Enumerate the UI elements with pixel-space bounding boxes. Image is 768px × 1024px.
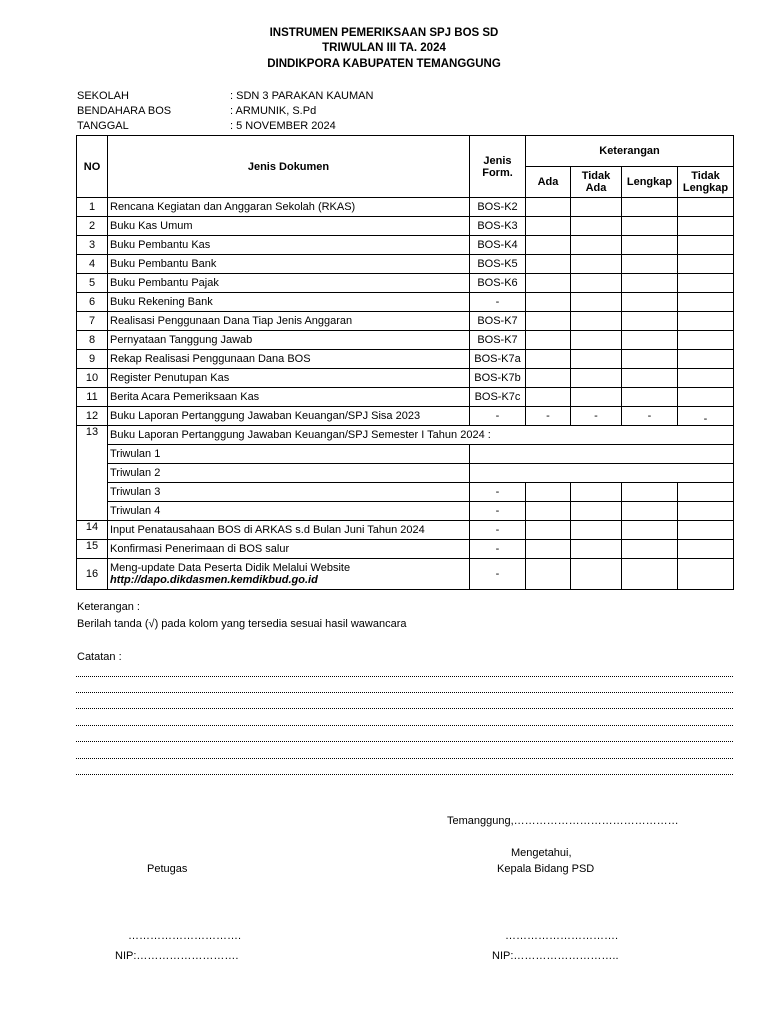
check-tidak-lengkap[interactable] xyxy=(678,350,734,369)
sub-document: Triwulan 3 xyxy=(108,483,470,502)
check-lengkap[interactable] xyxy=(622,312,678,331)
table-row-sub xyxy=(77,483,734,502)
check-lengkap[interactable] xyxy=(622,293,678,312)
document-title-line-3: DINDIKPORA KABUPATEN TEMANGGUNG xyxy=(267,58,501,70)
tanggal-value: : 5 NOVEMBER 2024 xyxy=(230,120,336,132)
checklist-table xyxy=(76,135,734,590)
right-signature-name: …………………………. xyxy=(505,930,619,942)
row-form: BOS-K3 xyxy=(470,217,526,236)
check-tidak-lengkap[interactable] xyxy=(678,559,734,590)
check-lengkap[interactable] xyxy=(622,236,678,255)
check-tidak-lengkap[interactable]: - xyxy=(678,407,734,426)
row-form: - xyxy=(470,483,526,502)
check-lengkap[interactable] xyxy=(622,369,678,388)
check-tidak-ada[interactable] xyxy=(571,293,622,312)
row-form: BOS-K7 xyxy=(470,312,526,331)
check-tidak-ada[interactable] xyxy=(571,540,622,559)
table-row-sub xyxy=(77,445,734,464)
check-ada[interactable] xyxy=(526,540,571,559)
check-tidak-lengkap[interactable] xyxy=(678,312,734,331)
table-row-sub xyxy=(77,464,734,483)
petugas-label: Petugas xyxy=(147,863,188,875)
check-tidak-ada[interactable] xyxy=(571,198,622,217)
check-lengkap[interactable] xyxy=(622,521,678,540)
check-lengkap[interactable]: - xyxy=(622,407,678,426)
sub-document: Triwulan 2 xyxy=(108,464,470,483)
table-row xyxy=(77,369,734,388)
check-ada[interactable] xyxy=(526,217,571,236)
kepala-bidang-label: Kepala Bidang PSD xyxy=(497,863,595,875)
check-lengkap[interactable] xyxy=(622,255,678,274)
row-form: BOS-K5 xyxy=(470,255,526,274)
check-tidak-ada[interactable] xyxy=(571,350,622,369)
sub-document: Triwulan 1 xyxy=(108,445,470,464)
notes-line xyxy=(76,741,733,742)
check-lengkap[interactable] xyxy=(622,559,678,590)
row-no: 15 xyxy=(77,540,108,559)
check-ada[interactable] xyxy=(526,483,571,502)
check-tidak-ada[interactable] xyxy=(571,502,622,521)
check-tidak-lengkap[interactable] xyxy=(678,198,734,217)
check-tidak-lengkap[interactable] xyxy=(678,331,734,350)
header-keterangan: Keterangan xyxy=(526,136,734,167)
row-no: 3 xyxy=(77,236,108,255)
row-no: 12 xyxy=(77,407,108,426)
check-ada[interactable] xyxy=(526,559,571,590)
row-form: BOS-K7 xyxy=(470,331,526,350)
table-row xyxy=(77,293,734,312)
row-no: 2 xyxy=(77,217,108,236)
row-form: - xyxy=(470,521,526,540)
row-document: Buku Kas Umum xyxy=(108,217,470,236)
check-ada[interactable] xyxy=(526,236,571,255)
notes-line xyxy=(76,692,733,693)
row-no: 6 xyxy=(77,293,108,312)
check-tidak-lengkap[interactable] xyxy=(678,293,734,312)
check-tidak-ada[interactable] xyxy=(571,559,622,590)
table-row xyxy=(77,236,734,255)
check-lengkap[interactable] xyxy=(622,540,678,559)
table-row xyxy=(77,255,734,274)
left-nip: NIP:………………………. xyxy=(115,950,239,962)
check-lengkap[interactable] xyxy=(622,502,678,521)
check-tidak-lengkap[interactable] xyxy=(678,255,734,274)
row-form: BOS-K7c xyxy=(470,388,526,407)
check-tidak-ada[interactable] xyxy=(571,312,622,331)
row-no: 11 xyxy=(77,388,108,407)
row-form: BOS-K7a xyxy=(470,350,526,369)
row-form: - xyxy=(470,559,526,590)
table-row xyxy=(77,426,734,445)
row-form: BOS-K6 xyxy=(470,274,526,293)
check-tidak-lengkap[interactable] xyxy=(678,521,734,540)
sekolah-label: SEKOLAH xyxy=(77,90,129,102)
table-row-sub xyxy=(77,502,734,521)
row-document: Berita Acara Pemeriksaan Kas xyxy=(108,388,470,407)
header-ada: Ada xyxy=(526,167,571,198)
left-signature-name: …………………………. xyxy=(128,930,242,942)
row-document: Pernyataan Tanggung Jawab xyxy=(108,331,470,350)
row-document: Rencana Kegiatan dan Anggaran Sekolah (RKAS) xyxy=(108,198,470,217)
check-tidak-lengkap[interactable] xyxy=(678,540,734,559)
check-ada[interactable] xyxy=(526,331,571,350)
check-ada[interactable] xyxy=(526,255,571,274)
row-document: Buku Laporan Pertanggung Jawaban Keuangan/SPJ Semester I Tahun 2024 : xyxy=(108,426,734,445)
row-document: Register Penutupan Kas xyxy=(108,369,470,388)
check-ada[interactable] xyxy=(526,521,571,540)
row-document-text: Meng-update Data Peserta Didik Melalui Website xyxy=(110,562,351,574)
document-title-line-1: INSTRUMEN PEMERIKSAAN SPJ BOS SD xyxy=(269,27,499,39)
check-lengkap[interactable] xyxy=(622,198,678,217)
header-tidak-lengkap: Tidak Lengkap xyxy=(678,167,734,198)
check-tidak-lengkap[interactable] xyxy=(678,369,734,388)
sub-merged-cell xyxy=(470,464,734,483)
check-tidak-lengkap[interactable] xyxy=(678,274,734,293)
mengetahui-label: Mengetahui, xyxy=(511,847,572,859)
check-lengkap[interactable] xyxy=(622,350,678,369)
row-form: BOS-K4 xyxy=(470,236,526,255)
row-form: - xyxy=(470,502,526,521)
check-tidak-lengkap[interactable] xyxy=(678,502,734,521)
check-tidak-ada[interactable] xyxy=(571,483,622,502)
place-date: Temanggung,……………………………………… xyxy=(447,815,679,827)
check-ada[interactable]: - xyxy=(526,407,571,426)
notes-line xyxy=(76,758,733,759)
sub-merged-cell xyxy=(470,445,734,464)
row-form: - xyxy=(470,293,526,312)
row-no: 8 xyxy=(77,331,108,350)
sekolah-value: : SDN 3 PARAKAN KAUMAN xyxy=(230,90,374,102)
row-form: - xyxy=(470,407,526,426)
check-lengkap[interactable] xyxy=(622,274,678,293)
row-document: Realisasi Penggunaan Dana Tiap Jenis Anggaran xyxy=(108,312,470,331)
header-no: NO xyxy=(77,136,108,198)
header-lengkap: Lengkap xyxy=(622,167,678,198)
right-nip: NIP:……………………….. xyxy=(492,950,619,962)
notes-line xyxy=(76,774,733,775)
header-jenis-form: Jenis Form. xyxy=(470,136,526,198)
bendahara-label: BENDAHARA BOS xyxy=(77,105,172,117)
row-no: 5 xyxy=(77,274,108,293)
row-document: Buku Laporan Pertanggung Jawaban Keuangan/SPJ Sisa 2023 xyxy=(108,407,470,426)
check-tidak-lengkap[interactable] xyxy=(678,388,734,407)
row-no: 7 xyxy=(77,312,108,331)
table-row xyxy=(77,312,734,331)
row-form: BOS-K2 xyxy=(470,198,526,217)
row-document: Buku Pembantu Pajak xyxy=(108,274,470,293)
check-tidak-ada[interactable] xyxy=(571,217,622,236)
check-lengkap[interactable] xyxy=(622,217,678,236)
rows-group xyxy=(77,198,734,407)
row-document: Rekap Realisasi Penggunaan Dana BOS xyxy=(108,350,470,369)
check-ada[interactable] xyxy=(526,274,571,293)
catatan-label: Catatan : xyxy=(77,651,122,663)
sub-document: Triwulan 4 xyxy=(108,502,470,521)
check-ada[interactable] xyxy=(526,293,571,312)
row-no: 16 xyxy=(77,559,108,590)
check-tidak-ada[interactable] xyxy=(571,236,622,255)
row-document: Buku Pembantu Bank xyxy=(108,255,470,274)
header-tidak-ada: Tidak Ada xyxy=(571,167,622,198)
check-lengkap[interactable] xyxy=(622,388,678,407)
row-document: Konfirmasi Penerimaan di BOS salur xyxy=(108,540,470,559)
row-no: 1 xyxy=(77,198,108,217)
notes-line xyxy=(76,676,733,677)
row-form: BOS-K7b xyxy=(470,369,526,388)
instruction-text: Berilah tanda (√) pada kolom yang tersedia sesuai hasil wawancara xyxy=(77,618,407,630)
check-tidak-ada[interactable] xyxy=(571,255,622,274)
check-lengkap[interactable] xyxy=(622,331,678,350)
row-no: 13 xyxy=(77,426,108,445)
check-ada[interactable] xyxy=(526,350,571,369)
row-document: Buku Rekening Bank xyxy=(108,293,470,312)
notes-line xyxy=(76,725,733,726)
check-tidak-lengkap[interactable] xyxy=(678,483,734,502)
row-no: 14 xyxy=(77,521,108,540)
check-tidak-ada[interactable] xyxy=(571,274,622,293)
row-no: 10 xyxy=(77,369,108,388)
bendahara-value: : ARMUNIK, S.Pd xyxy=(230,105,317,117)
check-lengkap[interactable] xyxy=(622,483,678,502)
check-tidak-lengkap[interactable] xyxy=(678,236,734,255)
row-form: - xyxy=(470,540,526,559)
row-document xyxy=(108,559,470,590)
table-row xyxy=(77,217,734,236)
table-row xyxy=(77,198,734,217)
website-link[interactable]: http://dapo.dikdasmen.kemdikbud.go.id xyxy=(110,574,318,586)
check-tidak-lengkap[interactable] xyxy=(678,217,734,236)
check-tidak-ada[interactable]: - xyxy=(571,407,622,426)
table-row xyxy=(77,350,734,369)
header-jenis-dokumen: Jenis Dokumen xyxy=(108,136,470,198)
check-tidak-ada[interactable] xyxy=(571,369,622,388)
check-tidak-ada[interactable] xyxy=(571,521,622,540)
keterangan-label: Keterangan : xyxy=(77,601,140,613)
check-ada[interactable] xyxy=(526,388,571,407)
table-row xyxy=(77,274,734,293)
table-row xyxy=(77,331,734,350)
notes-line xyxy=(76,708,733,709)
check-ada[interactable] xyxy=(526,502,571,521)
row-no: 4 xyxy=(77,255,108,274)
row-no: 9 xyxy=(77,350,108,369)
check-tidak-ada[interactable] xyxy=(571,388,622,407)
row-document: Input Penatausahaan BOS di ARKAS s.d Bulan Juni Tahun 2024 xyxy=(108,521,470,540)
row-document: Buku Pembantu Kas xyxy=(108,236,470,255)
check-ada[interactable] xyxy=(526,312,571,331)
document-title-line-2: TRIWULAN III TA. 2024 xyxy=(322,42,446,54)
table-row xyxy=(77,521,734,540)
tanggal-label: TANGGAL xyxy=(77,120,129,132)
check-ada[interactable] xyxy=(526,198,571,217)
table-row xyxy=(77,388,734,407)
table-row xyxy=(77,559,734,590)
check-tidak-ada[interactable] xyxy=(571,331,622,350)
check-ada[interactable] xyxy=(526,369,571,388)
table-row xyxy=(77,540,734,559)
table-row xyxy=(77,407,734,426)
